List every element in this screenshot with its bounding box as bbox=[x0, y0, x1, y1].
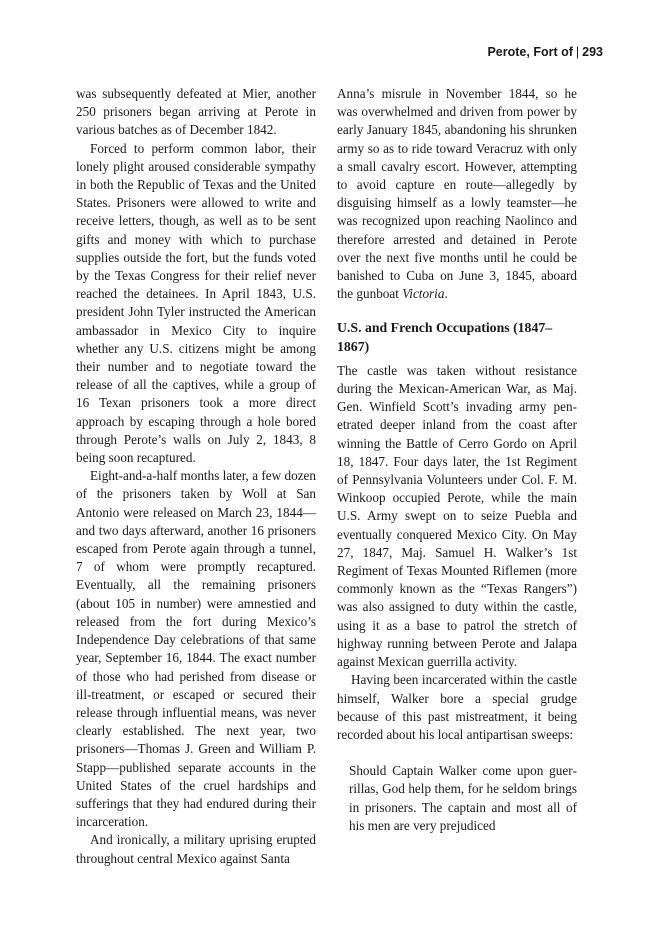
left-paragraph-4: And ironically, a military uprising erupted throughout central Mexico against Santa bbox=[76, 832, 316, 866]
left-column bbox=[76, 85, 316, 868]
right-paragraph-1: The castle was taken without resistance during the Mexican-American War, as Maj. Gen. Winfield Scott’s invading army penetrated deeper inland from the coast after winning the Battle of Cerro Gordo on April 18, 1847. Four days later, the 1st Regiment of Pennsylvania Volunteers under Col. F. M. Winkoop occupied Perote, while the main U.S. Army swept on to seize Puebla and eventually conquered Mexico City. On May 27, 1847, Maj. Samuel H. Walker’s 1st Regiment of Texas Mounted Riflemen (more commonly known as the “Texas Rangers”) was also assigned to duty within the castle, using it as a base to patrol the stretch of highway running between Perote and Jalapa against Mexican guerrilla activity. bbox=[337, 362, 577, 670]
running-header bbox=[487, 45, 603, 59]
right-opening-paragraph bbox=[337, 85, 577, 303]
right-column bbox=[337, 85, 577, 835]
blockquote-text: Should Captain Walker come upon guerrillas, God help them, for he seldom brings in prisoners. The captain and most all of his men are very prejudiced bbox=[349, 763, 577, 833]
left-paragraph-3: Eight-and-a-half months later, a few dozen of the prisoners taken by Woll at San Antonio were released on March 23, 1844—and two days afterward, another 16 prisoners escaped from Perote again through a tunnel, 7 of whom were promptly recaptured. Eventually, all the remaining prisoners (about 105 in number) were amnestied and released from the fort during Mexico’s Independence Day celebrations of that same year, September 16, 1844. The exact number of those who had perished from disease or ill-treatment, or escaped or secured their release through influential means, was never clearly established. The next year, two prisoners—Thomas J. Green and William P. Stapp—published separate accounts in the United States of the cruel hardships and sufferings that they had endured during their incarceration. bbox=[76, 468, 316, 830]
right-paragraph-2: Having been incarcerated within the castle himself, Walker bore a special grudge because of this past mistreatment, it being recorded about his local antipartisan sweeps: bbox=[337, 672, 577, 742]
right-opening-text: Anna’s misrule in November 1844, so he was overwhelmed and driven from power by early January 1845, abandoning his shrunken army so as to ride toward Veracruz with only a small cavalry escort. However, attempting to avoid capture en route—allegedly by disguising himself as a lowly teamster—he was recognized upon reaching Naolinco and therefore arrested and detained in Perote over the next five months until he could be banished to Cuba on June 3, 1845, aboard the gunboat bbox=[337, 86, 577, 302]
left-paragraph-1: was subsequently defeated at Mier, another 250 prisoners began arriving at Perote in various batches as of December 1842. bbox=[76, 86, 316, 138]
left-paragraph-2: Forced to perform common labor, their lonely plight aroused considerable sympathy in both the Republic of Texas and the United States. Prisoners were allowed to write and receive letters, though, as well as to be sent gifts and money with which to purchase supplies outside the fort, but the funds voted by the Texas Congress for their relief never reached the detainees. In April 1843, U.S. president John Tyler instructed the American ambassador in Mexico City to inquire whether any U.S. citizens might be among their number and to negotiate toward the release of all the captives, while a group of 16 Texan prisoners took a more direct approach by escaping through a hole bored through Perote’s walls on July 2, 1843, 8 being soon recaptured. bbox=[76, 140, 316, 466]
ship-suffix: . bbox=[444, 286, 448, 302]
blockquote bbox=[349, 762, 577, 835]
header-separator: | bbox=[575, 45, 580, 59]
section-heading: U.S. and French Occupations (1847–1867) bbox=[337, 320, 553, 354]
page-number: 293 bbox=[582, 45, 603, 59]
ship-name: Victoria bbox=[402, 286, 445, 302]
header-title: Perote, Fort of bbox=[487, 45, 573, 59]
